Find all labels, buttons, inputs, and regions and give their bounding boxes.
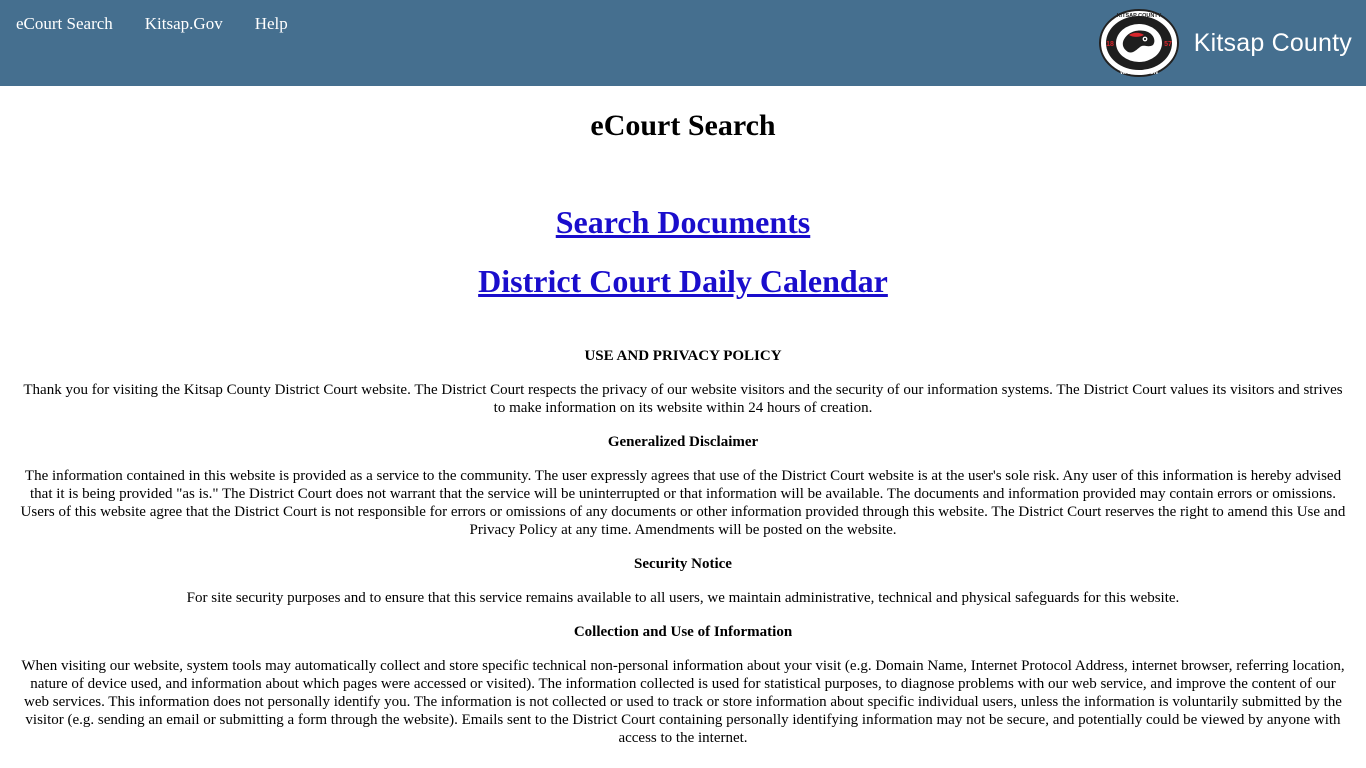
top-nav <box>16 14 320 34</box>
primary-links <box>18 204 1348 299</box>
section-text-security: For site security purposes and to ensure that this service remains available to all users, we maintain administrative, technical and physical safeguards for this website. <box>186 590 1180 606</box>
nav-ecourt-search[interactable]: eCourt Search <box>16 14 113 33</box>
top-bar <box>0 0 1366 86</box>
nav-help[interactable]: Help <box>254 14 288 33</box>
policy-heading: USE AND PRIVACY POLICY <box>584 348 782 364</box>
seal-right-text: 57 <box>1163 41 1172 48</box>
section-text-disclaimer: The information contained in this website is provided as a service to the community. The user expressly agrees that use of the District Court website is at the user's sole risk. Any user of this information is hereby advised that it is being provided "as is." The District Court does not warrant that the service will be uninterrupted or that information will be available. The documents and information provided may contain errors or omissions. Users of this website agree that the District Court is not responsible for errors or omissions of any documents or other information provided through this website. The District Court reserves the right to amend this Use and Privacy Policy at any time. Amendments will be posted on the website. <box>20 468 1346 538</box>
search-documents-link[interactable]: Search Documents <box>555 204 811 240</box>
section-heading-collection: Collection and Use of Information <box>573 624 793 640</box>
main-content <box>0 110 1366 747</box>
brand-name: Kitsap County <box>1193 28 1352 57</box>
nav-kitsap-gov[interactable]: Kitsap.Gov <box>144 14 223 33</box>
brand[interactable] <box>1098 8 1352 78</box>
use-and-privacy-policy <box>18 347 1348 747</box>
section-heading-security: Security Notice <box>634 556 732 572</box>
seal-top-text: KITSAP COUNTY <box>1116 13 1162 19</box>
section-text-collection: When visiting our website, system tools may automatically collect and store specific technical non-personal information about your visit (e.g. Domain Name, Internet Protocol Address, internet browser, referring location, nature of device used, and information about which pages were accessed or visited). The information collected is used for statistical purposes, to diagnose problems with our web service, and improve the content of our web services. This information does not personally identify you. The information is not collected or used to track or store information about specific individual users, unless the information is voluntarily submitted by the visitor (e.g. sending an email or submitting a form through the website). Emails sent to the District Court containing personally identifying information may not be secure, and potentially could be viewed by anyone with access to the internet. <box>21 658 1345 746</box>
seal-bottom-text: WASHINGTON <box>1119 70 1158 76</box>
page-title: eCourt Search <box>590 109 776 142</box>
section-heading-disclaimer: Generalized Disclaimer <box>607 434 759 450</box>
seal-left-text: 18 <box>1105 41 1114 48</box>
district-court-daily-calendar-link[interactable]: District Court Daily Calendar <box>478 263 888 299</box>
kitsap-county-seal-icon <box>1098 8 1180 78</box>
policy-intro: Thank you for visiting the Kitsap County District Court website. The District Court respects the privacy of our website visitors and the security of our information systems. The District Court values its visitors and strives to make information on its website within 24 hours of creation. <box>23 382 1343 416</box>
